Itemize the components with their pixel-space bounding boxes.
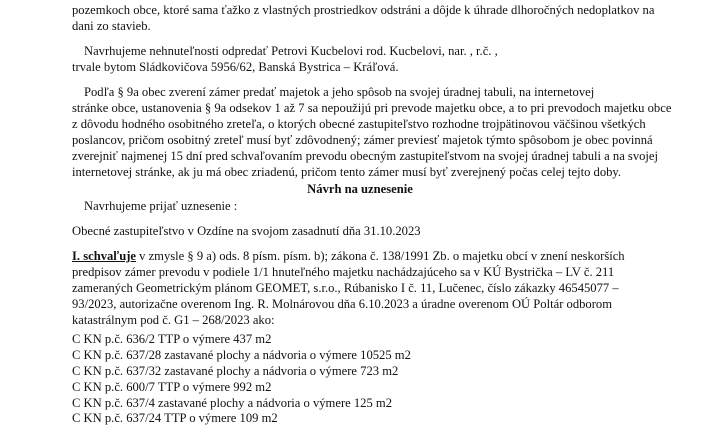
- council-line: Obecné zastupiteľstvo v Ozdíne na svojom zasadnutí dňa 31.10.2023: [72, 224, 421, 238]
- approval-line: zameraných Geometrickým plánom GEOMET, s.r.o., Rúbanisko I č. 11, Lučenec, číslo zákazky 46545077 –: [72, 281, 619, 295]
- intro-line: dani zo stavieb.: [72, 19, 151, 33]
- approval-text: v zmysle § 9 a) ods. 8 písm. písm. b); zákona č. 138/1991 Zb. o majetku obcí v znení neskorších: [135, 249, 625, 263]
- resolution-intro: Navrhujeme prijať uznesenie :: [84, 199, 238, 213]
- proposal-line: Navrhujeme nehnuteľnosti odpredať Petrovi Kucbelovi rod. Kucbelovi, nar. , r.č. ,: [84, 44, 498, 58]
- law-paragraph-line: z dôvodu hodného osobitného zreteľa, o ktorých obecné zastupiteľstvo rozhodne trojpätinovou väčšinou všetkých: [72, 117, 646, 131]
- parcel-item: C KN p.č. 637/4 zastavané plochy a nádvoria o výmere 125 m2: [72, 396, 393, 410]
- law-paragraph-line: poslancov, pričom osobitný zreteľ musí byť zdôvodnený; zámer previesť majetok týmto spôsobom je obec povinná: [72, 133, 653, 147]
- parcel-item: C KN p.č. 637/32 zastavané plochy a nádvoria o výmere 723 m2: [72, 364, 399, 378]
- approval-first-line: [72, 248, 625, 264]
- law-paragraph-line: stránke obce, ustanovenia § 9a odsekov 1 až 7 sa nepoužijú pri prevode majetku obce, a to pri prevodoch majetku obce: [72, 101, 672, 115]
- law-paragraph-line: zverejniť najmenej 15 dní pred schvaľovaním prevodu obecným zastupiteľstvom na svojej úradnej tabuli a na svojej: [72, 149, 659, 163]
- parcel-item: C KN p.č. 637/28 zastavané plochy a nádvoria o výmere 10525 m2: [72, 348, 411, 362]
- intro-line: pozemkoch obce, ktoré sama ťažko z vlastných prostriedkov odstráni a dôjde k úhrade dlhoročných nedoplatkov na: [72, 3, 655, 17]
- proposal-line: trvale bytom Sládkovičova 5956/62, Banská Bystrica – Kráľová.: [72, 60, 399, 74]
- law-paragraph-line: internetovej stránke, ak ju má obec zriadenú, pričom tento zámer musí byť zverejnený počas celej tejto doby.: [72, 165, 622, 179]
- resolution-title: Návrh na uznesenie: [307, 182, 413, 196]
- approval-line: katastrálnym pod č. G1 – 268/2023 ako:: [72, 313, 275, 327]
- law-paragraph-line: Podľa § 9a obec zverení zámer predať majetok a jeho spôsob na svojej úradnej tabuli, na internetovej: [84, 85, 595, 99]
- approval-line: predpisov zámer prevodu v podiele 1/1 hnuteľného majetku nachádzajúceho sa v KÚ Bystrička – LV č. 211: [72, 265, 615, 279]
- parcel-item: C KN p.č. 637/24 TTP o výmere 109 m2: [72, 411, 278, 425]
- approval-label: I. schvaľuje: [72, 249, 136, 263]
- parcel-item: C KN p.č. 636/2 TTP o výmere 437 m2: [72, 332, 272, 346]
- parcel-item: C KN p.č. 600/7 TTP o výmere 992 m2: [72, 380, 272, 394]
- approval-line: 93/2023, autorizačne overenom Ing. R. Molnárovou dňa 6.10.2023 a úradne overenom OÚ Poltár odborom: [72, 297, 613, 311]
